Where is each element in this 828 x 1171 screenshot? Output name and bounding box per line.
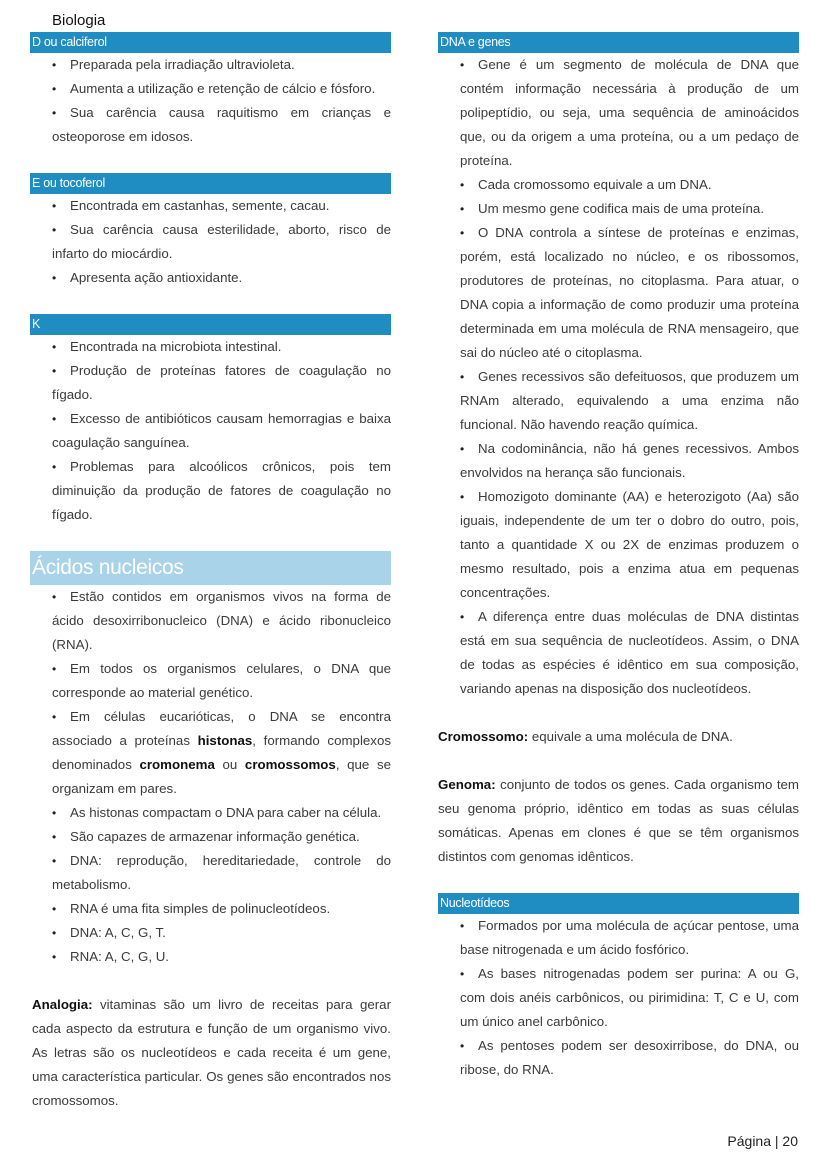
section-heading-vitamin-k: K (30, 314, 391, 335)
section-title-acidos-nucleicos: Ácidos nucleicos (30, 551, 391, 585)
vitamin-d-list (30, 53, 391, 149)
text: , formando complexos denominados (52, 733, 391, 772)
list-item: • Um mesmo gene codifica mais de uma proteína. (460, 197, 799, 221)
list-item: • RNA: A, C, G, U. (52, 945, 391, 969)
list-item: • DNA: A, C, G, T. (52, 921, 391, 945)
text: Em células eucarióticas, o DNA se encontra associado a proteínas (52, 709, 391, 748)
section-heading-nucleotideos: Nucleotídeos (438, 893, 799, 914)
list-item: • RNA é uma fita simples de polinucleotídeos. (52, 897, 391, 921)
cromossomo-definition (438, 725, 799, 749)
list-item: • Gene é um segmento de molécula de DNA que contém informação necessária à produção de um polipeptídio, ou seja, uma sequência de aminoácidos que, ou da origem a uma proteína, ou a um pedaço de proteína. (460, 53, 799, 173)
list-item: • Sua carência causa raquitismo em crianças e osteoporose em idosos. (52, 101, 391, 149)
list-item: • Aumenta a utilização e retenção de cálcio e fósforo. (52, 77, 391, 101)
page-number: Página | 20 (727, 1133, 798, 1149)
list-item: • Genes recessivos são defeituosos, que produzem um RNAm alterado, equivalendo a uma enzima não funcional. Não havendo reação química. (460, 365, 799, 437)
section-heading-vitamin-d: D ou calciferol (30, 32, 391, 53)
section-heading-vitamin-e: E ou tocoferol (30, 173, 391, 194)
list-item: • Preparada pela irradiação ultravioleta. (52, 53, 391, 77)
analogia-text: vitaminas são um livro de receitas para gerar cada aspecto da estrutura e função de um organismo vivo. As letras são os nucleotídeos e cada receita é um gene, uma característica particular. Os genes são encontrados nos cromossomos. (32, 997, 391, 1108)
list-item: • DNA: reprodução, hereditariedade, controle do metabolismo. (52, 849, 391, 897)
list-item (52, 705, 391, 801)
dna-genes-list (438, 53, 799, 701)
acidos-nucleicos-list (30, 585, 391, 969)
list-item: • As bases nitrogenadas podem ser purina: A ou G, com dois anéis carbônicos, ou pirimidina: T, C e U, com um único anel carbônico. (460, 962, 799, 1034)
nucleotideos-list (438, 914, 799, 1082)
list-item: • Cada cromossomo equivale a um DNA. (460, 173, 799, 197)
list-item: • A diferença entre duas moléculas de DNA distintas está em sua sequência de nucleotídeos. Assim, o DNA de todas as espécies é idêntico em sua composição, variando apenas na disposição dos nucleotídeos. (460, 605, 799, 701)
right-column (438, 32, 799, 1082)
list-item: • Formados por uma molécula de açúcar pentose, uma base nitrogenada e um ácido fosfórico. (460, 914, 799, 962)
section-heading-dna-genes: DNA e genes (438, 32, 799, 53)
list-item: • As pentoses podem ser desoxirribose, do DNA, ou ribose, do RNA. (460, 1034, 799, 1082)
list-item: • Estão contidos em organismos vivos na forma de ácido desoxirribonucleico (DNA) e ácido ribonucleico (RNA). (52, 585, 391, 657)
list-item: • Em todos os organismos celulares, o DNA que corresponde ao material genético. (52, 657, 391, 705)
text: , que se organizam em pares. (52, 757, 391, 796)
list-item: • Encontrada em castanhas, semente, cacau. (52, 194, 391, 218)
vitamin-k-list (30, 335, 391, 527)
list-item: • As histonas compactam o DNA para caber na célula. (52, 801, 391, 825)
list-item: • Problemas para alcoólicos crônicos, pois tem diminuição da produção de fatores de coagulação no fígado. (52, 455, 391, 527)
genoma-definition (438, 773, 799, 869)
cromossomo-text: equivale a uma molécula de DNA. (528, 729, 733, 744)
list-item: • Apresenta ação antioxidante. (52, 266, 391, 290)
text: ou (214, 757, 245, 772)
list-item: • Homozigoto dominante (AA) e heterozigoto (Aa) são iguais, independente de um ter o dobro do outro, pois, tanto a quantidade X ou 2X de enzimas produzem o mesmo resultado, pois a enzima atua em pequenas concentrações. (460, 485, 799, 605)
document-header-title: Biologia (52, 12, 106, 29)
genoma-term: Genoma: (438, 777, 496, 792)
list-item: • Excesso de antibióticos causam hemorragias e baixa coagulação sanguínea. (52, 407, 391, 455)
cromossomo-term: Cromossomo: (438, 729, 529, 744)
vitamin-e-list (30, 194, 391, 290)
term-histonas: histonas (197, 733, 253, 748)
list-item: • Produção de proteínas fatores de coagulação no fígado. (52, 359, 391, 407)
left-column (30, 32, 391, 1113)
list-item: • Encontrada na microbiota intestinal. (52, 335, 391, 359)
list-item: • Na codominância, não há genes recessivos. Ambos envolvidos na herança são funcionais. (460, 437, 799, 485)
list-item: • Sua carência causa esterilidade, aborto, risco de infarto do miocárdio. (52, 218, 391, 266)
genoma-text: conjunto de todos os genes. Cada organismo tem seu genoma próprio, idêntico em todas as suas células somáticas. Apenas em clones é que se têm organismos distintos com genomas idênticos. (438, 777, 799, 864)
term-cromossomos: cromossomos (244, 757, 336, 772)
analogia-term: Analogia: (32, 997, 93, 1012)
list-item: • São capazes de armazenar informação genética. (52, 825, 391, 849)
list-item: • O DNA controla a síntese de proteínas e enzimas, porém, está localizado no núcleo, e os ribossomos, produtores de proteínas, no citoplasma. Para atuar, o DNA copia a informação de como produzir uma proteína determinada em uma molécula de RNA mensageiro, que sai do núcleo até o citoplasma. (460, 221, 799, 365)
analogia-paragraph (30, 993, 391, 1113)
term-cromonema: cromonema (139, 757, 215, 772)
